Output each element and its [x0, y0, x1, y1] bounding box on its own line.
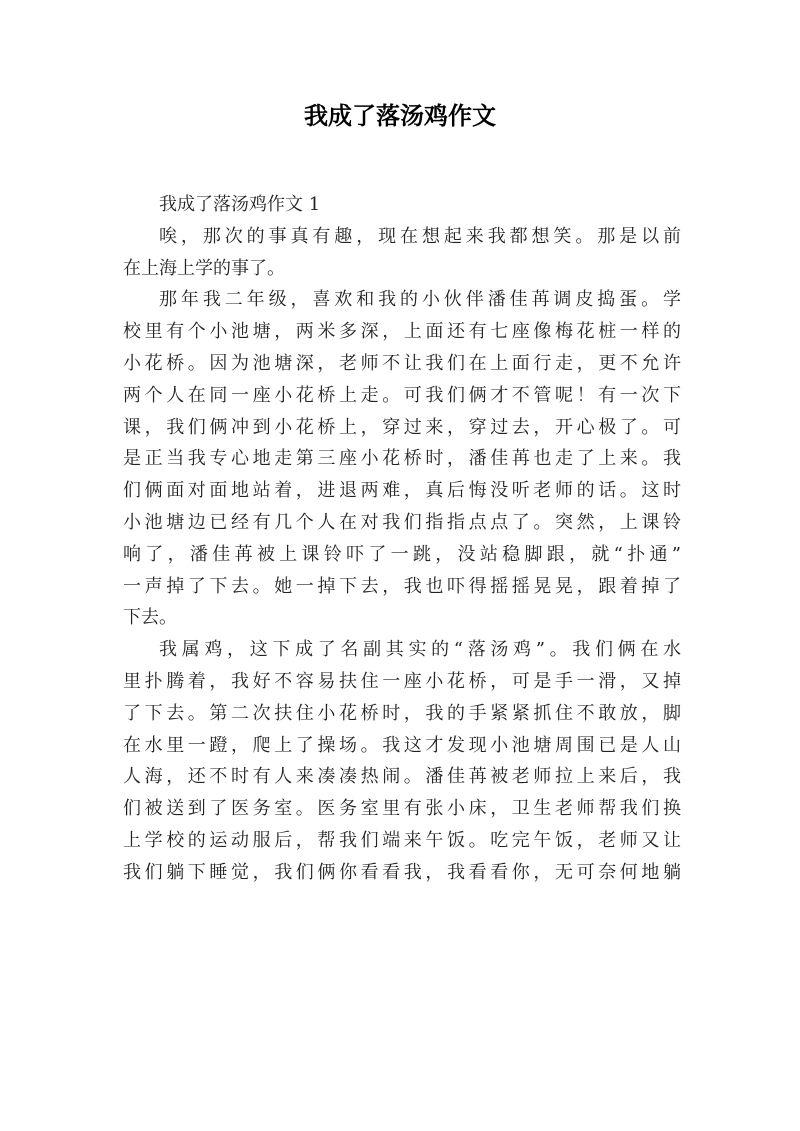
paragraph-line: 校里有个小池塘，两米多深，上面还有七座像梅花桩一样的: [123, 321, 681, 343]
document-title: 我成了落汤鸡作文: [304, 101, 496, 130]
paragraph-line: 是正当我专心地走第三座小花桥时，潘佳苒也走了上来。我: [123, 448, 681, 470]
paragraph-line: 们被送到了医务室。医务室里有张小床，卫生老师帮我们换: [123, 798, 681, 820]
section-heading: 我成了落汤鸡作文 1: [159, 194, 321, 215]
paragraph-line: 在水里一蹬，爬上了操场。我这才发现小池塘周围已是人山: [123, 734, 681, 756]
paragraph-line: 下去。: [123, 607, 177, 629]
paragraph-line: 我们躺下睡觉，我们俩你看看我，我看看你，无可奈何地躺: [123, 861, 681, 883]
paragraph-line: 两个人在同一座小花桥上走。可我们俩才不管呢！有一次下: [123, 384, 681, 406]
paragraph-line: 了下去。第二次扶住小花桥时，我的手紧紧抓住不敢放，脚: [123, 702, 681, 724]
paragraph-line: 小花桥。因为池塘深，老师不让我们在上面行走，更不允许: [123, 352, 681, 374]
paragraph-line: 课，我们俩冲到小花桥上，穿过来，穿过去，开心极了。可: [123, 416, 681, 438]
paragraph-line: 我属鸡，这下成了名副其实的“落汤鸡”。我们俩在水: [159, 639, 681, 661]
paragraph-line: 里扑腾着，我好不容易扶住一座小花桥，可是手一滑，又掉: [123, 670, 681, 692]
paragraph-line: 响了，潘佳苒被上课铃吓了一跳，没站稳脚跟，就“扑通”: [123, 543, 681, 565]
paragraph-line: 一声掉了下去。她一掉下去，我也吓得摇摇晃晃，跟着掉了: [123, 575, 681, 597]
paragraph-line: 在上海上学的事了。: [123, 257, 285, 279]
paragraph-line: 小池塘边已经有几个人在对我们指指点点了。突然，上课铃: [123, 511, 681, 533]
paragraph-line: 上学校的运动服后，帮我们端来午饭。吃完午饭，老师又让: [123, 829, 681, 851]
paragraph-line: 们俩面对面地站着，进退两难，真后悔没听老师的话。这时: [123, 480, 681, 502]
paragraph-line: 人海，还不时有人来凑凑热闹。潘佳苒被老师拉上来后，我: [123, 766, 681, 788]
paragraph-line: 那年我二年级，喜欢和我的小伙伴潘佳苒调皮捣蛋。学: [159, 289, 681, 311]
document-body: [123, 189, 681, 889]
paragraph-line: 唉，那次的事真有趣，现在想起来我都想笑。那是以前: [159, 225, 681, 247]
